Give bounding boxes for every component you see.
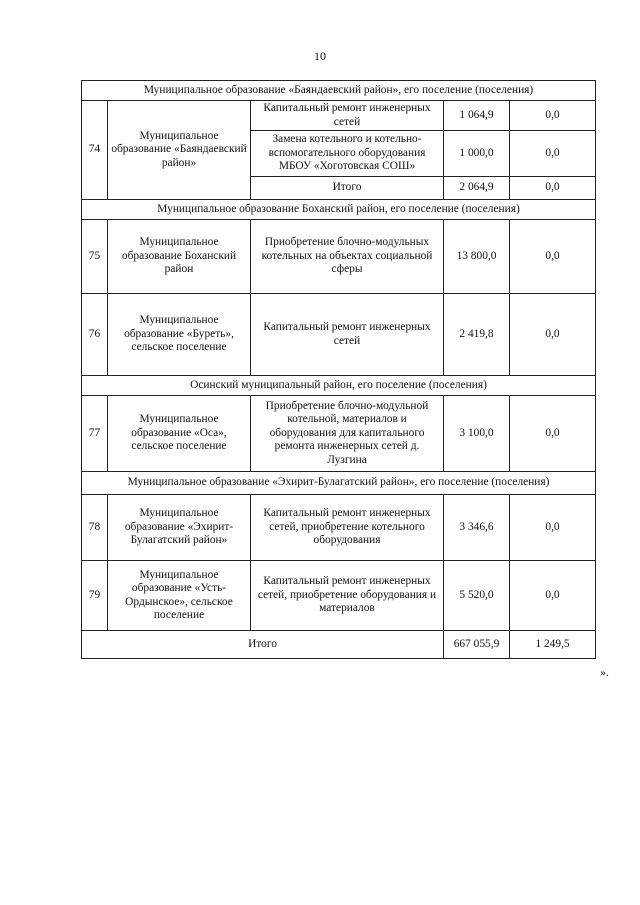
- row-number: 78: [82, 495, 108, 561]
- amount-cell: 2 419,8: [444, 294, 510, 376]
- grand-total-label: Итого: [82, 631, 444, 659]
- row-number: 77: [82, 396, 108, 472]
- amount-cell: 13 800,0: [444, 220, 510, 294]
- table-row: [82, 561, 596, 631]
- value-cell: 0,0: [510, 220, 596, 294]
- row-number: 76: [82, 294, 108, 376]
- amount-cell: 3 100,0: [444, 396, 510, 472]
- closing-quote: ».: [600, 665, 609, 679]
- value-cell: 0,0: [510, 561, 596, 631]
- municipality-cell: Муниципальное образование «Буреть», сельское поселение: [108, 294, 251, 376]
- page-number: 10: [314, 49, 326, 63]
- section-heading-row: [82, 81, 596, 101]
- section-heading-row: [82, 200, 596, 220]
- section-heading-row: [82, 376, 596, 396]
- description-cell: Замена котельного и котельно-вспомогательного оборудования МБОУ «Хоготовская СОШ»: [251, 131, 444, 177]
- row-number: 75: [82, 220, 108, 294]
- value-cell: 0,0: [510, 495, 596, 561]
- description-cell: Капитальный ремонт инженерных сетей, приобретение котельного оборудования: [251, 495, 444, 561]
- value-cell: 0,0: [510, 396, 596, 472]
- value-cell: 0,0: [510, 294, 596, 376]
- municipality-cell: Муниципальное образование Боханский район: [108, 220, 251, 294]
- amount-cell: 5 520,0: [444, 561, 510, 631]
- grand-total-value: 1 249,5: [510, 631, 596, 659]
- description-cell: Капитальный ремонт инженерных сетей, приобретение оборудования и материалов: [251, 561, 444, 631]
- section-heading: Осинский муниципальный район, его поселение (поселения): [82, 376, 596, 396]
- table-row: [82, 294, 596, 376]
- municipality-cell: Муниципальное образование «Баяндаевский район»: [108, 101, 251, 200]
- municipality-cell: Муниципальное образование «Оса», сельское поселение: [108, 396, 251, 472]
- grand-total-row: [82, 631, 596, 659]
- table-row: [82, 220, 596, 294]
- subtotal-amount: 2 064,9: [444, 177, 510, 200]
- subtotal-value: 0,0: [510, 177, 596, 200]
- budget-table: [81, 80, 596, 659]
- description-cell: Приобретение блочно-модульной котельной, материалов и оборудования для капитального ремонта инженерных сетей д. Лузгина: [251, 396, 444, 472]
- table-row: [82, 101, 596, 131]
- description-cell: Капитальный ремонт инженерных сетей: [251, 101, 444, 131]
- value-cell: 0,0: [510, 131, 596, 177]
- municipality-cell: Муниципальное образование «Эхирит-Булагатский район»: [108, 495, 251, 561]
- subtotal-label: Итого: [251, 177, 444, 200]
- amount-cell: 1 000,0: [444, 131, 510, 177]
- row-number: 74: [82, 101, 108, 200]
- section-heading: Муниципальное образование «Баяндаевский район», его поселение (поселения): [82, 81, 596, 101]
- municipality-cell: Муниципальное образование «Усть-Ордынское», сельское поселение: [108, 561, 251, 631]
- value-cell: 0,0: [510, 101, 596, 131]
- amount-cell: 3 346,6: [444, 495, 510, 561]
- row-number: 79: [82, 561, 108, 631]
- amount-cell: 1 064,9: [444, 101, 510, 131]
- description-cell: Приобретение блочно-модульных котельных на объектах социальной сферы: [251, 220, 444, 294]
- section-heading-row: [82, 472, 596, 495]
- table-row: [82, 495, 596, 561]
- description-cell: Капитальный ремонт инженерных сетей: [251, 294, 444, 376]
- section-heading: Муниципальное образование «Эхирит-Булагатский район», его поселение (поселения): [82, 472, 596, 495]
- section-heading: Муниципальное образование Боханский район, его поселение (поселения): [82, 200, 596, 220]
- grand-total-amount: 667 055,9: [444, 631, 510, 659]
- table-row: [82, 396, 596, 472]
